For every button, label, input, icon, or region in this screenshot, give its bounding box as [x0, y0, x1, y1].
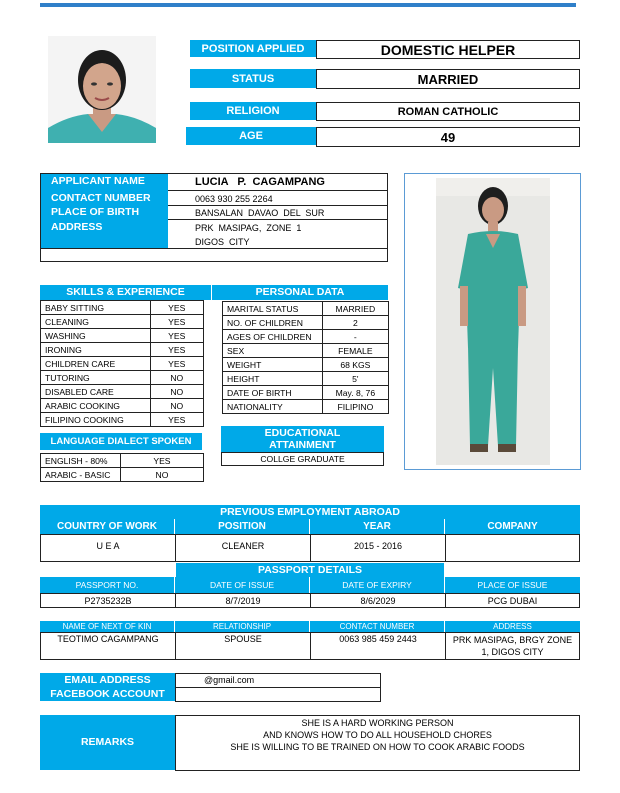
skill-row-value: YES: [150, 357, 203, 371]
personal-row-label: SEX: [223, 344, 323, 358]
personal-row: [223, 372, 389, 386]
skill-row: [41, 357, 204, 371]
kin-col-contact: CONTACT NUMBER: [310, 621, 445, 632]
applicant-name-label: APPLICANT NAME: [51, 175, 145, 187]
skill-row-value: NO: [150, 385, 203, 399]
personal-row-label: DATE OF BIRTH: [223, 386, 323, 400]
education-title: [221, 426, 384, 452]
kin-name-value: TEOTIMO CAGAMPANG: [40, 632, 176, 660]
address-label: ADDRESS: [51, 221, 103, 233]
language-row-label: ARABIC - BASIC: [41, 468, 121, 482]
kin-address-value: [445, 632, 580, 660]
email-label: EMAIL ADDRESS: [40, 673, 175, 687]
personal-row-label: WEIGHT: [223, 358, 323, 372]
address-line1: PRK MASIPAG, ZONE 1: [195, 223, 302, 233]
skill-row-label: TUTORING: [41, 371, 151, 385]
skill-row-value: YES: [150, 329, 203, 343]
remarks-label: REMARKS: [40, 715, 175, 770]
personal-row-value: 5': [322, 372, 388, 386]
personal-row-value: -: [322, 330, 388, 344]
employment-company-value: [445, 534, 580, 562]
personal-row: [223, 330, 389, 344]
passport-title: PASSPORT DETAILS: [176, 563, 444, 577]
language-row-value: YES: [120, 454, 203, 468]
facebook-value: [175, 687, 381, 702]
education-value: COLLGE GRADUATE: [221, 452, 384, 466]
remarks-line3: SHE IS WILLING TO BE TRAINED ON HOW TO COOK ARABIC FOODS: [230, 742, 525, 752]
age-label: AGE: [186, 127, 316, 145]
personal-row-value: May. 8, 76: [322, 386, 388, 400]
employment-title: PREVIOUS EMPLOYMENT ABROAD: [40, 505, 580, 519]
remarks-line1: SHE IS A HARD WORKING PERSON: [301, 718, 454, 728]
passport-place-value: PCG DUBAI: [445, 593, 580, 608]
personal-row: [223, 316, 389, 330]
personal-row: [223, 400, 389, 414]
kin-address-line1: PRK MASIPAG, BRGY ZONE: [452, 635, 573, 645]
personal-row: [223, 302, 389, 316]
employment-col-year: YEAR: [310, 519, 445, 534]
status-label: STATUS: [190, 69, 316, 88]
skill-row: [41, 371, 204, 385]
full-body-photo: [436, 178, 550, 465]
personal-row-value: MARRIED: [322, 302, 388, 316]
contact-number-label: CONTACT NUMBER: [51, 192, 151, 204]
place-of-birth-value: BANSALAN DAVAO DEL SUR: [195, 208, 325, 218]
position-applied-label: POSITION APPLIED: [190, 40, 316, 57]
remarks-line2: AND KNOWS HOW TO DO ALL HOUSEHOLD CHORES: [263, 730, 492, 740]
applicant-details: [40, 173, 388, 262]
education-title-line1: EDUCATIONAL: [264, 427, 341, 439]
contact-number-value: 0063 930 255 2264: [195, 194, 273, 204]
personal-data-table: [222, 301, 389, 414]
skill-row-value: YES: [150, 343, 203, 357]
skill-row-label: IRONING: [41, 343, 151, 357]
personal-row: [223, 386, 389, 400]
skill-row: [41, 329, 204, 343]
personal-row-label: HEIGHT: [223, 372, 323, 386]
place-of-birth-label: PLACE OF BIRTH: [51, 206, 140, 218]
address-line2: DIGOS CITY: [195, 237, 250, 247]
employment-country-value: U E A: [40, 534, 176, 562]
passport-expiry-value: 8/6/2029: [310, 593, 446, 608]
personal-row-value: 2: [322, 316, 388, 330]
skill-row: [41, 301, 204, 315]
top-rule: [40, 3, 576, 7]
religion-value: ROMAN CATHOLIC: [316, 102, 580, 121]
skill-row-label: WASHING: [41, 329, 151, 343]
religion-label: RELIGION: [190, 102, 316, 120]
headshot-photo: [48, 36, 156, 143]
skill-row-value: YES: [150, 315, 203, 329]
skills-title: SKILLS & EXPERIENCE: [40, 285, 211, 300]
skill-row: [41, 315, 204, 329]
email-value: @gmail.com: [175, 673, 381, 688]
kin-col-address: ADDRESS: [445, 621, 580, 632]
facebook-label: FACEBOOK ACCOUNT: [40, 687, 175, 701]
language-row: [41, 468, 204, 482]
skill-row-label: CHILDREN CARE: [41, 357, 151, 371]
passport-col-issue: DATE OF ISSUE: [175, 577, 310, 593]
status-value: MARRIED: [316, 69, 580, 89]
personal-row-label: MARITAL STATUS: [223, 302, 323, 316]
skill-row-value: NO: [150, 371, 203, 385]
language-row-label: ENGLISH - 80%: [41, 454, 121, 468]
kin-relationship-value: SPOUSE: [175, 632, 311, 660]
personal-row-label: NO. OF CHILDREN: [223, 316, 323, 330]
skill-row-label: ARABIC COOKING: [41, 399, 151, 413]
personal-row: [223, 358, 389, 372]
passport-col-no: PASSPORT NO.: [40, 577, 175, 593]
personal-row-label: AGES OF CHILDREN: [223, 330, 323, 344]
skill-row: [41, 343, 204, 357]
skill-row-value: YES: [150, 413, 203, 427]
skill-row-value: YES: [150, 301, 203, 315]
applicant-name-value: LUCIA P. CAGAMPANG: [195, 176, 325, 188]
remarks-box: [175, 715, 580, 771]
employment-col-position: POSITION: [175, 519, 310, 534]
employment-position-value: CLEANER: [175, 534, 311, 562]
language-title: LANGUAGE DIALECT SPOKEN: [40, 433, 202, 450]
language-row: [41, 454, 204, 468]
skill-row-label: FILIPINO COOKING: [41, 413, 151, 427]
personal-row-label: NATIONALITY: [223, 400, 323, 414]
skill-row: [41, 399, 204, 413]
passport-no-value: P2735232B: [40, 593, 176, 608]
position-applied-value: DOMESTIC HELPER: [316, 40, 580, 59]
passport-col-place: PLACE OF ISSUE: [445, 577, 580, 593]
kin-col-relationship: RELATIONSHIP: [175, 621, 310, 632]
passport-col-expiry: DATE OF EXPIRY: [310, 577, 445, 593]
kin-col-name: NAME OF NEXT OF KIN: [40, 621, 175, 632]
personal-row-value: FEMALE: [322, 344, 388, 358]
skill-row: [41, 413, 204, 427]
language-row-value: NO: [120, 468, 203, 482]
kin-address-line2: 1, DIGOS CITY: [481, 647, 544, 657]
skill-row-label: BABY SITTING: [41, 301, 151, 315]
skill-row-label: CLEANING: [41, 315, 151, 329]
employment-year-value: 2015 - 2016: [310, 534, 446, 562]
skill-row: [41, 385, 204, 399]
skill-row-label: DISABLED CARE: [41, 385, 151, 399]
full-body-photo-frame: [404, 173, 581, 470]
education-title-line2: ATTAINMENT: [269, 439, 336, 451]
kin-contact-value: 0063 985 459 2443: [310, 632, 446, 660]
skills-table: [40, 300, 204, 427]
personal-row-value: FILIPINO: [322, 400, 388, 414]
age-value: 49: [316, 127, 580, 147]
personal-row-value: 68 KGS: [322, 358, 388, 372]
personal-data-title: PERSONAL DATA: [212, 285, 388, 300]
employment-col-country: COUNTRY OF WORK: [40, 519, 175, 534]
skill-row-value: NO: [150, 399, 203, 413]
employment-col-company: COMPANY: [445, 519, 580, 534]
passport-issue-value: 8/7/2019: [175, 593, 311, 608]
language-table: [40, 453, 204, 482]
personal-row: [223, 344, 389, 358]
